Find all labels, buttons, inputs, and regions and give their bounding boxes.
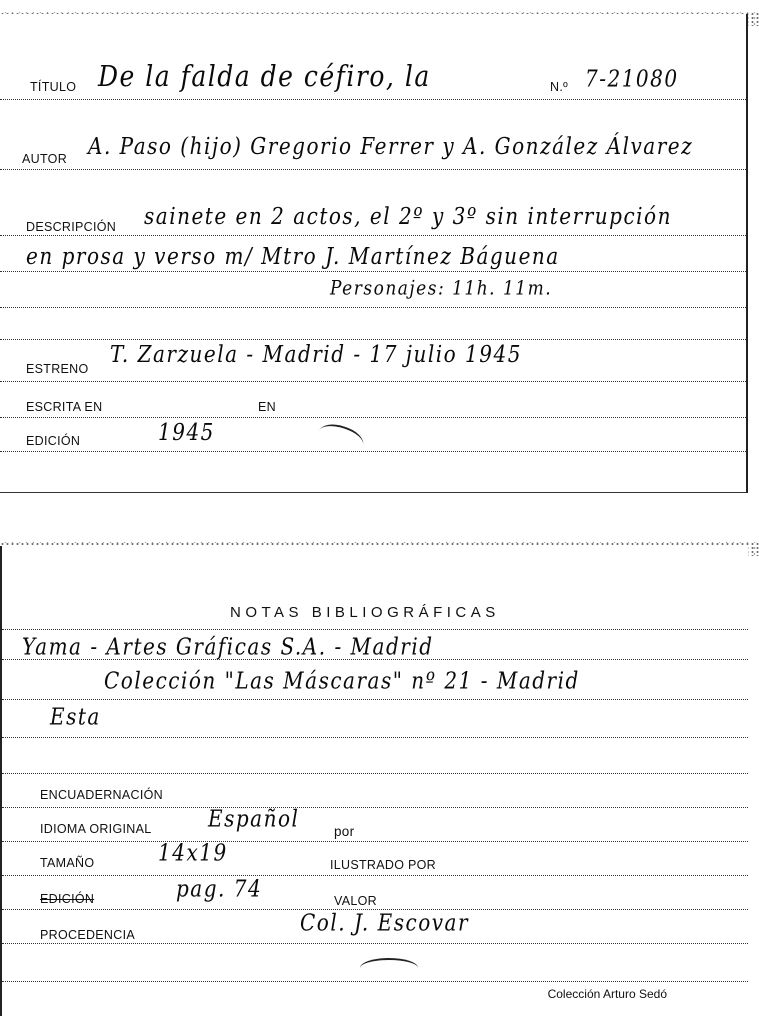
ink-smudge: [360, 958, 418, 978]
descripcion-line1: sainete en 2 actos, el 2º y 3º sin interrupción: [144, 202, 672, 230]
rule-line: [0, 416, 746, 418]
idioma-original-label: IDIOMA ORIGINAL: [40, 822, 152, 836]
descripcion-line3: Personajes: 11h. 11m.: [330, 277, 553, 300]
procedencia-label: PROCEDENCIA: [40, 928, 135, 942]
rule-line: [2, 806, 748, 808]
rule-line: [0, 234, 746, 236]
edicion-value: 1945: [158, 418, 215, 446]
numero-label: N.º: [550, 80, 568, 94]
valor-label: VALOR: [334, 894, 377, 908]
estreno-value: T. Zarzuela - Madrid - 17 julio 1945: [110, 340, 522, 368]
notes-line-3: Esta: [50, 702, 101, 730]
idioma-original-value: Español: [208, 804, 300, 832]
card-divider: [0, 492, 746, 493]
catalog-card-top: [0, 14, 748, 493]
rule-line: [2, 942, 748, 944]
titulo-value: De la falda de céfiro, la: [98, 59, 431, 93]
rule-line: [2, 698, 748, 700]
rule-line: [2, 840, 748, 842]
rule-line: [0, 168, 746, 170]
rule-line: [0, 270, 746, 272]
autor-label: AUTOR: [22, 152, 68, 166]
rule-line: [2, 874, 748, 876]
titulo-label: TÍTULO: [30, 80, 77, 94]
collection-footer: Colección Arturo Sedó: [547, 987, 667, 1001]
descripcion-line2: en prosa y verso m/ Mtro J. Martínez Báguena: [26, 242, 560, 270]
rule-line: [2, 980, 748, 982]
edicion-label: EDICIÓN: [26, 434, 81, 448]
estreno-label: ESTRENO: [26, 362, 89, 376]
rule-line: [2, 736, 748, 738]
numero-value: 7-21080: [585, 64, 679, 92]
autor-value: A. Paso (hijo) Gregorio Ferrer y A. González Álvarez: [88, 132, 694, 160]
tamano-value: 14x19: [158, 838, 228, 866]
escrita-en-label: ESCRITA EN: [26, 400, 103, 414]
por-label: por: [334, 824, 355, 839]
rule-line: [0, 306, 746, 308]
ilustrado-por-label: ILUSTRADO POR: [330, 858, 436, 872]
rule-line: [0, 380, 746, 382]
rule-line: [2, 628, 748, 630]
notes-line-1: Yama - Artes Gráficas S.A. - Madrid: [22, 632, 434, 660]
rule-line: [0, 450, 746, 452]
procedencia-value: Col. J. Escovar: [300, 908, 470, 936]
edicion-label-bottom: EDICIÓN: [40, 892, 95, 906]
en-label: EN: [258, 400, 276, 414]
tamano-label: TAMAÑO: [40, 856, 95, 870]
notes-line-2: Colección "Las Máscaras" nº 21 - Madrid: [104, 666, 580, 694]
edicion-value-bottom: pag. 74: [176, 874, 263, 902]
encuadernacion-label: ENCUADERNACIÓN: [40, 788, 163, 802]
rule-line: [2, 772, 748, 774]
rule-line: [0, 98, 746, 100]
notas-bibliograficas-heading: NOTAS BIBLIOGRÁFICAS: [230, 604, 500, 621]
descripcion-label: DESCRIPCIÓN: [26, 220, 117, 234]
